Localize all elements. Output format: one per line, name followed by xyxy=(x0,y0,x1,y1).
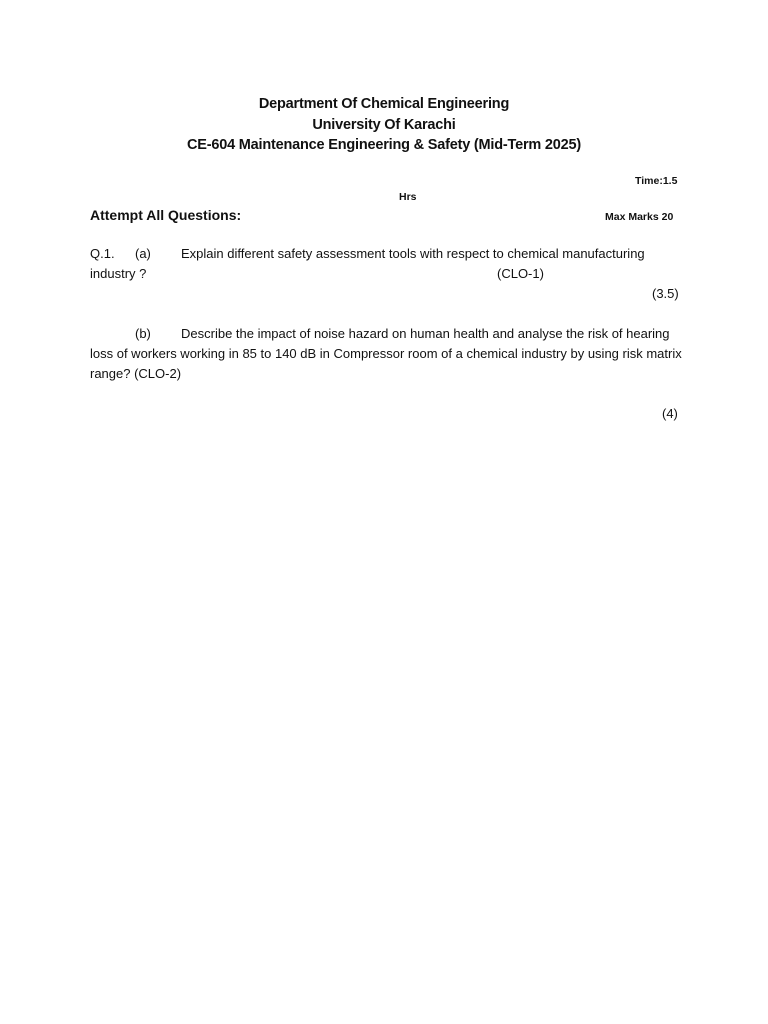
time-label: Time:1.5 xyxy=(635,175,678,187)
department-title: Department Of Chemical Engineering xyxy=(258,96,510,112)
question-text-continued: range? (CLO-2) xyxy=(90,366,182,381)
exam-header xyxy=(0,94,768,156)
question-part: (b) xyxy=(135,326,151,341)
question-marks: (4) xyxy=(662,406,678,421)
question-text: Describe the impact of noise hazard on human health and analyse the risk of hearing xyxy=(181,326,670,341)
course-title: CE-604 Maintenance Engineering & Safety (Mid-Term 2025) xyxy=(186,137,582,153)
question-part: (a) xyxy=(135,246,151,261)
instruction-heading: Attempt All Questions: xyxy=(90,207,242,223)
max-marks: Max Marks 20 xyxy=(605,211,674,223)
question-number: Q.1. xyxy=(90,246,115,261)
question-text: Explain different safety assessment tools with respect to chemical manufacturing xyxy=(181,246,645,261)
university-title: University Of Karachi xyxy=(312,116,456,133)
question-text-continued: industry ? xyxy=(90,266,147,281)
question-marks: (3.5) xyxy=(652,286,679,301)
time-unit: Hrs xyxy=(399,191,417,203)
question-text-continued: loss of workers working in 85 to 140 dB in Compressor room of a chemical industry by using risk matrix xyxy=(90,346,682,361)
clo-label: (CLO-1) xyxy=(497,266,544,281)
